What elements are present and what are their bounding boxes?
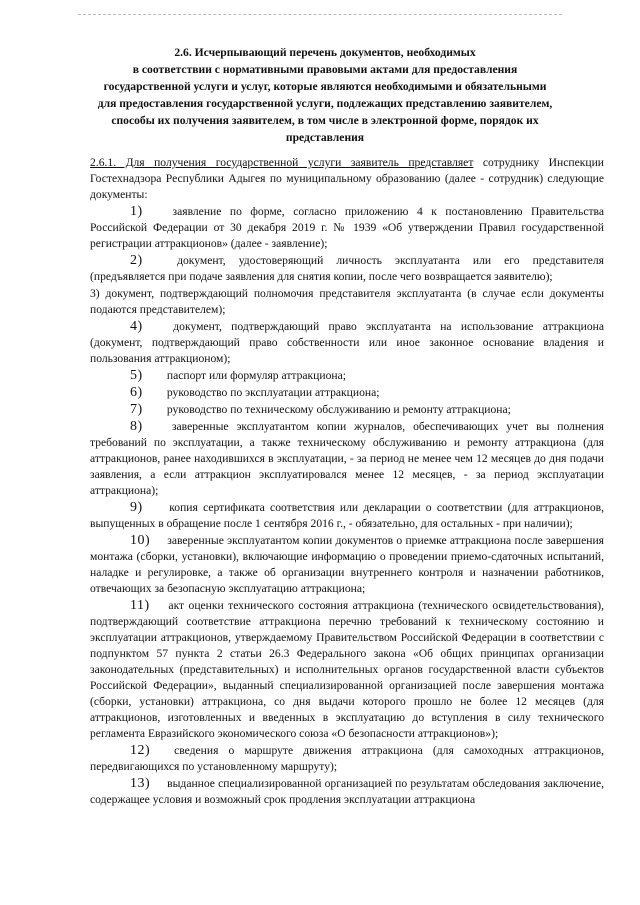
list-item xyxy=(90,598,604,742)
list-item xyxy=(90,385,604,401)
document-body xyxy=(90,155,604,808)
list-item xyxy=(90,533,604,597)
item-text: руководство по эксплуатации аттракциона; xyxy=(166,386,380,399)
list-item xyxy=(90,419,604,499)
list-item xyxy=(90,204,604,252)
item-text: документ, удостоверяющий личность эксплуатанта или его представителя (предъявляется при подаче заявления для снятия копии, после чего возвращается заявителю); xyxy=(90,254,604,283)
list-item xyxy=(90,319,604,367)
item-text: выданное специализированной организацией по результатам обследования заключение, содержащее условия и возможный срок продления эксплуатации аттракциона xyxy=(90,777,604,806)
intro-underlined: 2.6.1. Для получения государственной услуги заявитель представляет xyxy=(90,156,474,169)
list-item xyxy=(90,368,604,384)
item-number: 2) xyxy=(130,253,143,268)
item-text: 3) документ, подтверждающий полномочия представителя эксплуатанта (в случае если документы подаются представителем); xyxy=(90,287,604,316)
list-item xyxy=(90,402,604,418)
item-text: заверенные эксплуатантом копии документов о приемке аттракциона после завершения монтажа (сборки, установки), включающие информацию о проведении приемо-сдаточных испытаний, наладке и регулировке, а также об организации внутреннего контроля и назначении работников, отвечающих за безопасную эксплуатацию аттракциона; xyxy=(90,534,604,595)
list-item xyxy=(90,743,604,775)
item-text: руководство по техническому обслуживанию и ремонту аттракциона; xyxy=(166,403,511,416)
section-heading xyxy=(90,44,560,146)
heading-line: в соответствии с нормативными правовыми актами для предоставления xyxy=(132,63,518,76)
top-divider xyxy=(78,14,562,15)
item-text: акт оценки технического состояния аттракциона (технического освидетельствования), подтверждающий соответствие аттракциона перечню требований к техническому состоянию и эксплуатации аттракционов, утверждаемому Правительством Российской Федерации в соответствии с подпунктом 57 пункта 2 статьи 26.3 Федерального закона «Об общих принципах организации законодательных (представительных) и исполнительных органов государственной власти субъектов Российской Федерации», выданный специализированной организацией после завершения монтажа (сборки, установки) аттракциона, со дня выдачи которого прошло не более 12 месяцев (для аттракционов, изготовленных и введенных в эксплуатацию до вступления в силу технического регламента Евразийского экономического союза «О безопасности аттракционов»); xyxy=(90,599,605,740)
item-text: заявление по форме, согласно приложению 4 к постановлению Правительства Российской Федерации от 30 декабря 2019 г. № 1939 «Об утверждении Правил государственной регистрации аттракционов» (далее - заявление); xyxy=(90,205,604,250)
item-number: 8) xyxy=(130,419,143,434)
item-number: 13) xyxy=(130,776,151,791)
intro-text: сотруднику Инспекции Гостехнадзора Республики Адыгея по муниципальному образованию (далее - сотрудник) следующие документы: xyxy=(90,156,604,201)
item-text: документ, подтверждающий право эксплуатанта на использование аттракциона (документ, подтверждающий право собственности или иное законное основание владения и пользования аттракционом); xyxy=(90,320,604,365)
item-text: заверенные эксплуатантом копии журналов, обеспечивающих учет вы полнения требований по эксплуатации, а также техническому обслуживанию и ремонту аттракциона (для аттракционов, ранее находившихся в эксплуатации, - за период не менее чем 12 месяцев до дня подачи заявления, а если аттракцион эксплуатировался менее 12 месяцев, - за период эксплуатации аттракциона); xyxy=(90,420,604,497)
item-number: 6) xyxy=(130,385,143,400)
list-item xyxy=(90,286,604,318)
heading-line: 2.6. Исчерпывающий перечень документов, необходимых xyxy=(174,46,476,59)
item-text: паспорт или формуляр аттракциона; xyxy=(166,369,346,382)
item-number: 9) xyxy=(130,500,143,515)
intro-paragraph xyxy=(90,155,604,203)
item-number: 7) xyxy=(130,402,143,417)
item-number: 5) xyxy=(130,368,143,383)
item-number: 11) xyxy=(130,598,150,613)
heading-line: способы их получения заявителем, в том числе в электронной форме, порядок их xyxy=(111,114,539,127)
heading-line: представления xyxy=(285,131,365,144)
list-item xyxy=(90,776,604,808)
item-number: 1) xyxy=(130,204,143,219)
item-text: сведения о маршруте движения аттракциона (для самоходных аттракционов, передвигающихся по установленному маршруту); xyxy=(90,744,604,773)
heading-line: государственной услуги и услуг, которые являются необходимыми и обязательными xyxy=(103,80,547,93)
item-number: 12) xyxy=(130,743,151,758)
list-item xyxy=(90,500,604,532)
heading-line: для предоставления государственной услуги, подлежащих представлению заявителем, xyxy=(97,97,553,110)
list-item xyxy=(90,253,604,285)
item-number: 10) xyxy=(130,533,151,548)
item-number: 4) xyxy=(130,319,143,334)
item-text: копия сертификата соответствия или декларации о соответствии (для аттракционов, выпущенных в обращение после 1 сентября 2016 г., - обязательно, для остальных - при наличии); xyxy=(90,501,604,530)
